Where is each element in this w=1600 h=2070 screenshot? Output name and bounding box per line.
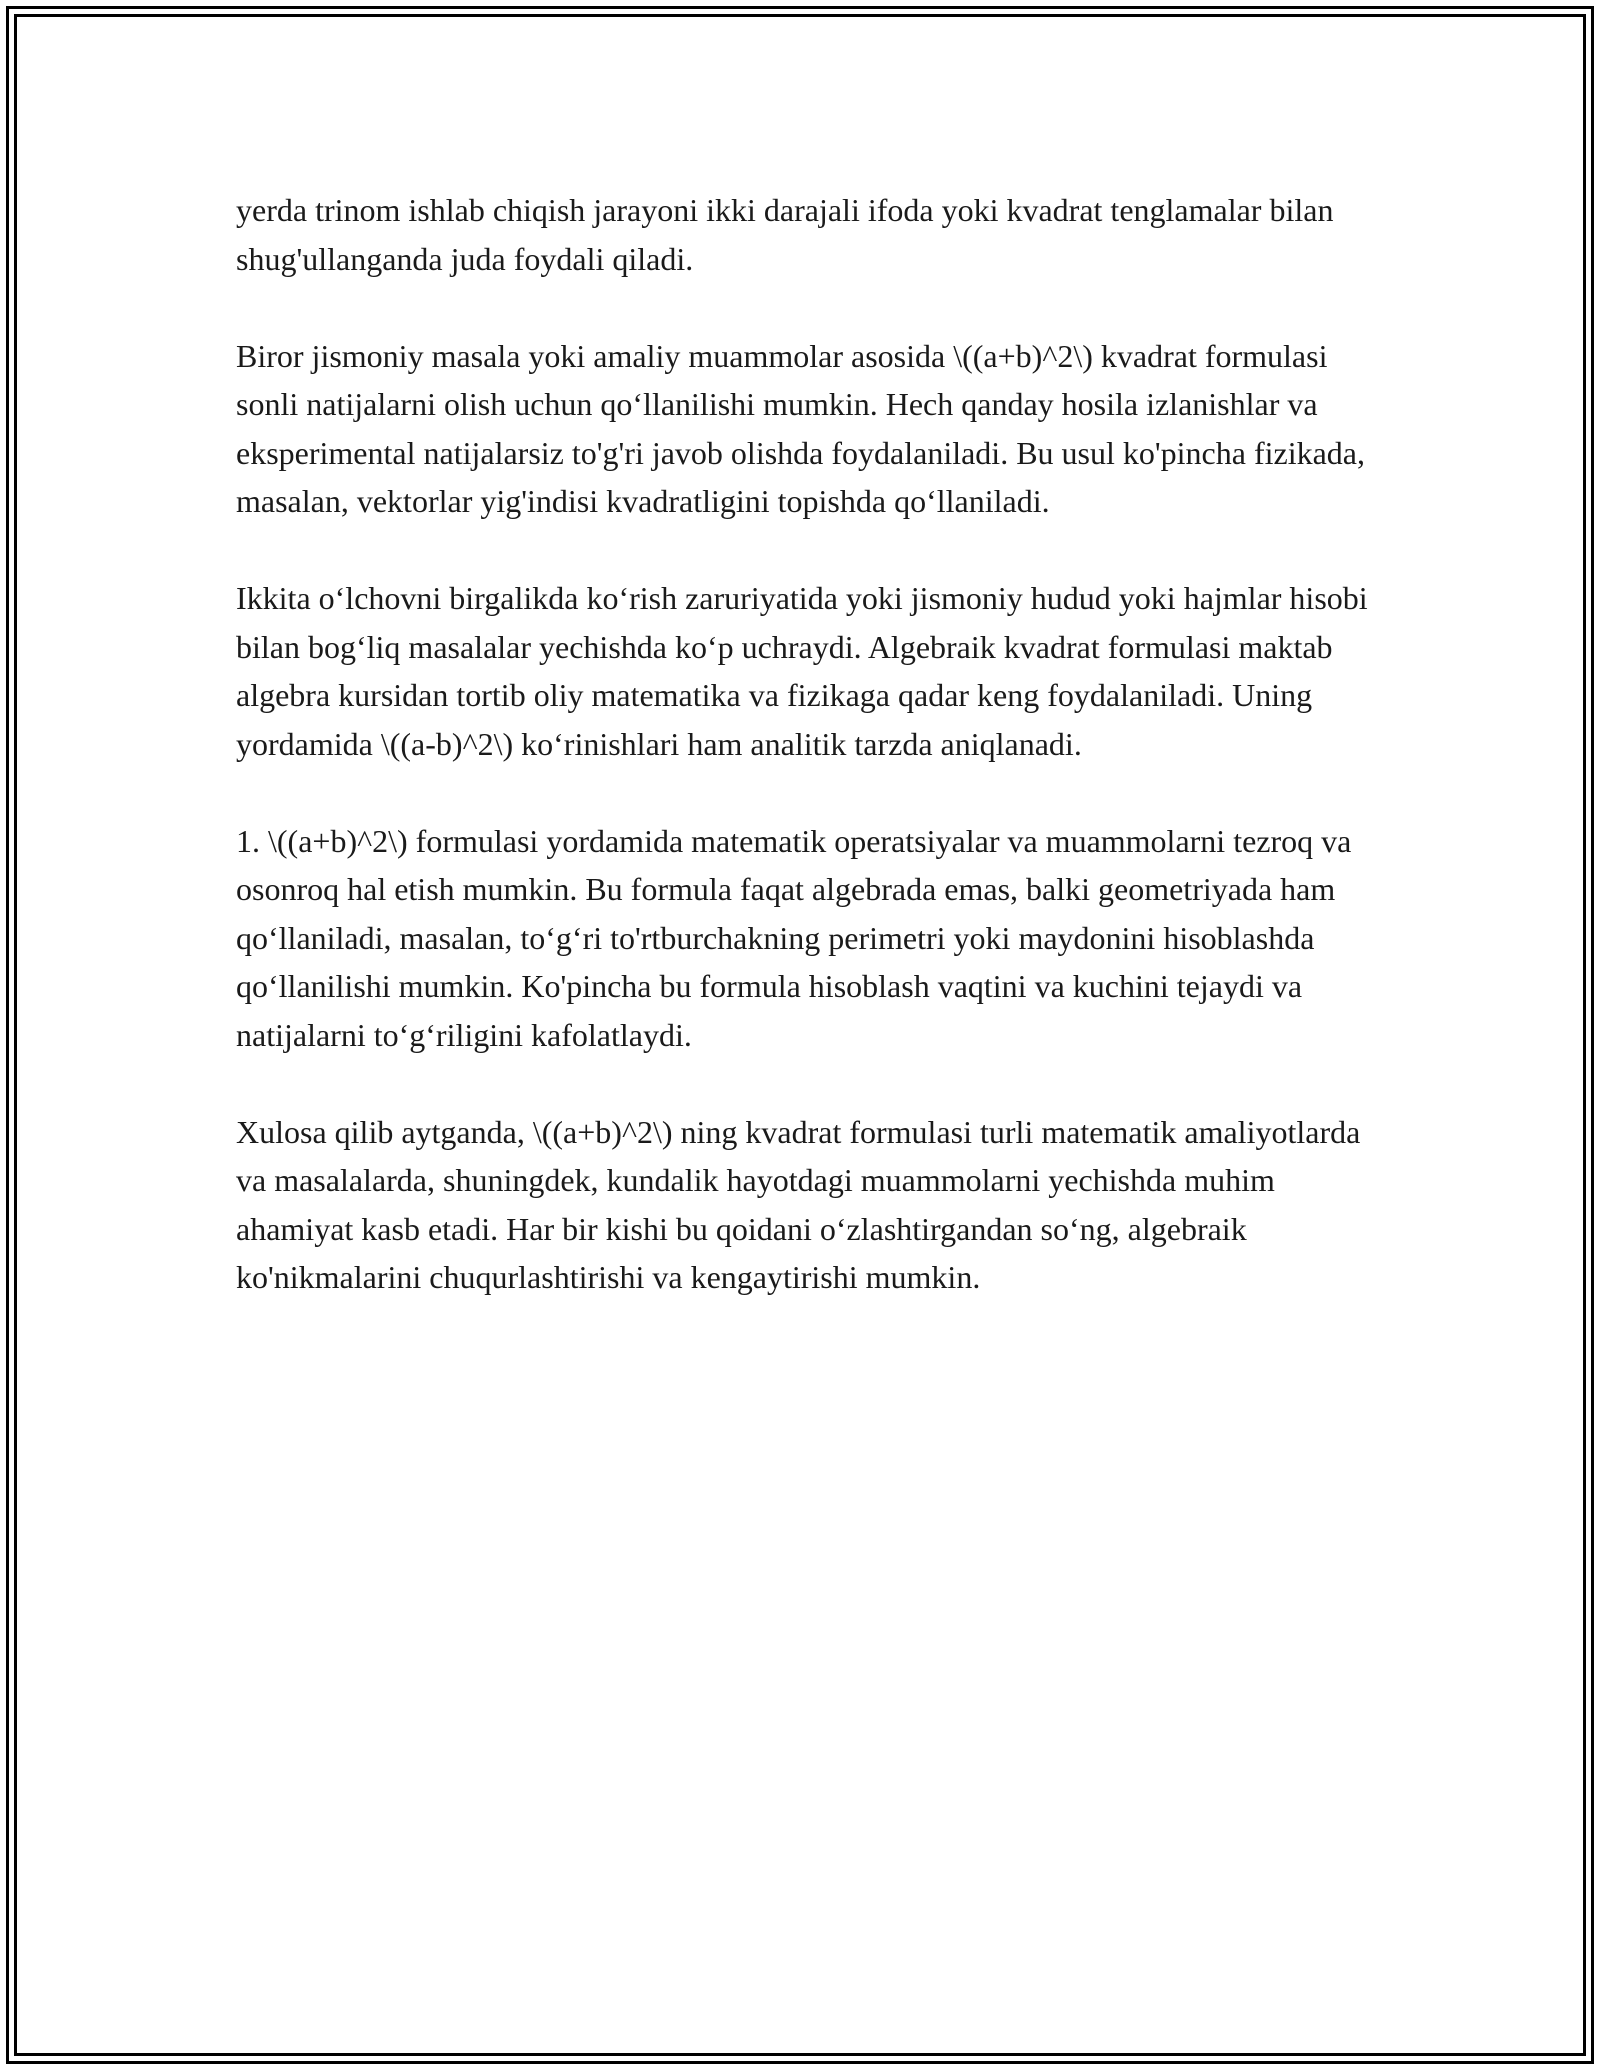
- paragraph-conclusion: Xulosa qilib aytganda, \((a+b)^2\) ning kvadrat formulasi turli matematik amaliyotlarda va masalalarda, shuningdek, kundalik hayotdagi muammolarni yechishda muhim ahamiyat kasb etadi. Har bir kishi bu qoidani oʻzlashtirgandan soʻng, algebraik ko'nikmalarini chuqurlashtirishi va kengaytirishi mumkin.: [236, 1113, 1361, 1295]
- document-body: [236, 186, 1376, 1350]
- paragraph-physical-application: Biror jismoniy masala yoki amaliy muammolar asosida \((a+b)^2\) kvadrat formulasi sonli natijalarni olish uchun qoʻllanilishi mumkin. Hech qanday hosila izlanishlar va eksperimental natijalarsiz to'g'ri javob olishda foydalaniladi. Bu usul ko'pincha fizikada, masalan, vektorlar yig'indisi kvadratligini topishda qoʻllaniladi.: [236, 337, 1365, 519]
- paragraph-algebraic-usage: Ikkita oʻlchovni birgalikda koʻrish zaruriyatida yoki jismoniy hudud yoki hajmlar hisobi bilan bogʻliq masalalar yechishda koʻp uchraydi. Algebraik kvadrat formulasi maktab algebra kursidan tortib oliy matematika va fizikaga qadar keng foydalaniladi. Uning yordamida \((a-b)^2\) koʻrinishlari ham analitik tarzda aniqlanadi.: [236, 580, 1368, 762]
- paragraph-intro-continuation: yerda trinom ishlab chiqish jarayoni ikki darajali ifoda yoki kvadrat tenglamalar bilan shug'ullanganda juda foydali qiladi.: [236, 192, 1334, 277]
- paragraph-numbered-point-1: 1. \((a+b)^2\) formulasi yordamida matematik operatsiyalar va muammolarni tezroq va osonroq hal etish mumkin. Bu formula faqat algebrada emas, balki geometriyada ham qoʻllaniladi, masalan, toʻgʻri to'rtburchakning perimetri yoki maydonini hisoblashda qoʻllanilishi mumkin. Ko'pincha bu formula hisoblash vaqtini va kuchini tejaydi va natijalarni toʻgʻriligini kafolatlaydi.: [236, 822, 1352, 1053]
